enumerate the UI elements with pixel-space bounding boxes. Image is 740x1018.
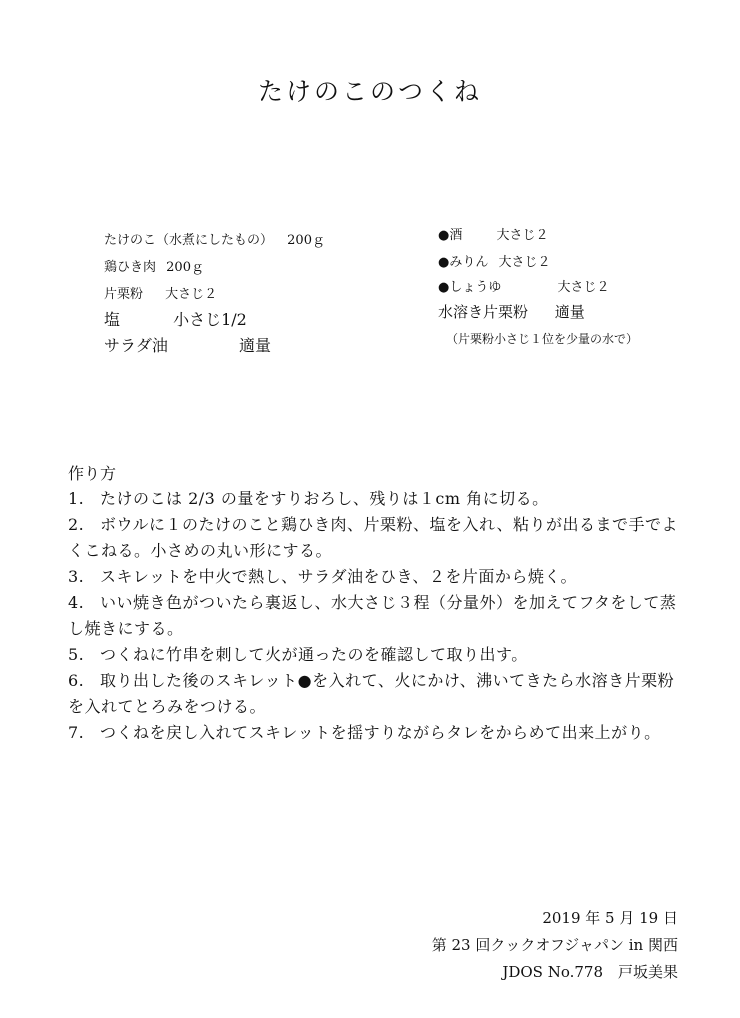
footer-date: 2019 年 5 月 19 日 xyxy=(542,909,678,927)
ingredient-amount: 大さじ２ xyxy=(498,255,551,270)
method-step xyxy=(68,590,688,642)
step-number: 1. xyxy=(68,489,85,508)
ingredient-name: ●みりん xyxy=(438,255,489,270)
ingredient-name: ●酒 xyxy=(438,228,463,243)
method-heading: 作り方 xyxy=(68,464,117,483)
step-text: 取り出した後のスキレット●を入れて、火にかけ、沸いてきたら水溶き片栗粉を入れてとろみをつける。 xyxy=(68,671,675,716)
step-text: スキレットを中火で熱し、サラダ油をひき、２を片面から焼く。 xyxy=(100,567,578,586)
ingredient-shoyu xyxy=(438,276,610,295)
footer-event: 第 23 回クックオフジャパン in 関西 xyxy=(431,936,678,954)
ingredient-amount: 適量 xyxy=(554,303,585,321)
ingredient-salt xyxy=(104,307,247,330)
step-number: 4. xyxy=(68,593,85,612)
ingredient-name: 塩 xyxy=(104,310,121,329)
ingredient-takenoko xyxy=(104,229,325,248)
step-number: 5. xyxy=(68,645,85,664)
ingredient-sake xyxy=(438,224,549,243)
step-number: 2. xyxy=(68,515,85,534)
ingredient-amount: 大さじ２ xyxy=(165,287,218,302)
method-steps xyxy=(68,486,688,746)
footer-author: JDOS No.778 戸坂美果 xyxy=(502,963,678,981)
step-number: 3. xyxy=(68,567,85,586)
ingredient-amount: 200ｇ xyxy=(287,233,325,248)
ingredient-mizutoki-katakuriko xyxy=(438,301,585,322)
step-text: いい焼き色がついたら裏返し、水大さじ３程（分量外）を加えてフタをして蒸し焼きにする。 xyxy=(68,593,677,638)
ingredient-salad-oil xyxy=(104,333,271,356)
ingredient-name: 水溶き片栗粉 xyxy=(438,303,529,321)
recipe-title: たけのこのつくね xyxy=(257,77,482,106)
step-text: ボウルに１のたけのこと鶏ひき肉、片栗粉、塩を入れ、粘りが出るまで手でよくこねる。小さめの丸い形にする。 xyxy=(68,515,678,560)
method-step xyxy=(68,642,688,668)
ingredient-mirin xyxy=(438,251,551,270)
ingredient-name: ●しょうゆ xyxy=(438,280,502,295)
ingredient-amount: 大さじ２ xyxy=(557,280,610,295)
step-number: 7. xyxy=(68,723,85,742)
ingredient-amount: 適量 xyxy=(238,336,271,355)
step-number: 6. xyxy=(68,671,85,690)
step-text: つくねを戻し入れてスキレットを揺すりながらタレをからめて出来上がり。 xyxy=(100,723,661,742)
step-text: つくねに竹串を刺して火が通ったのを確認して取り出す。 xyxy=(100,645,528,664)
step-text: たけのこは 2/3 の量をすりおろし、残りは１cm 角に切る。 xyxy=(100,489,549,508)
ingredient-name: サラダ油 xyxy=(104,336,168,355)
ingredient-amount: 小さじ1/2 xyxy=(173,310,247,329)
ingredient-amount: 200ｇ xyxy=(166,260,204,275)
method-step xyxy=(68,486,688,512)
ingredient-name: たけのこ（水煮にしたもの） xyxy=(104,233,274,248)
ingredient-chicken xyxy=(104,256,204,275)
ingredient-name: 片栗粉 xyxy=(104,287,144,302)
method-step xyxy=(68,668,688,720)
ingredient-amount: 大さじ２ xyxy=(496,228,549,243)
ingredient-katakuriko xyxy=(104,283,217,302)
starch-note: （片栗粉小さじ１位を少量の水で） xyxy=(446,332,639,346)
method-step xyxy=(68,720,688,746)
method-step xyxy=(68,564,688,590)
method-step xyxy=(68,512,688,564)
ingredient-name: 鶏ひき肉 xyxy=(104,260,157,275)
